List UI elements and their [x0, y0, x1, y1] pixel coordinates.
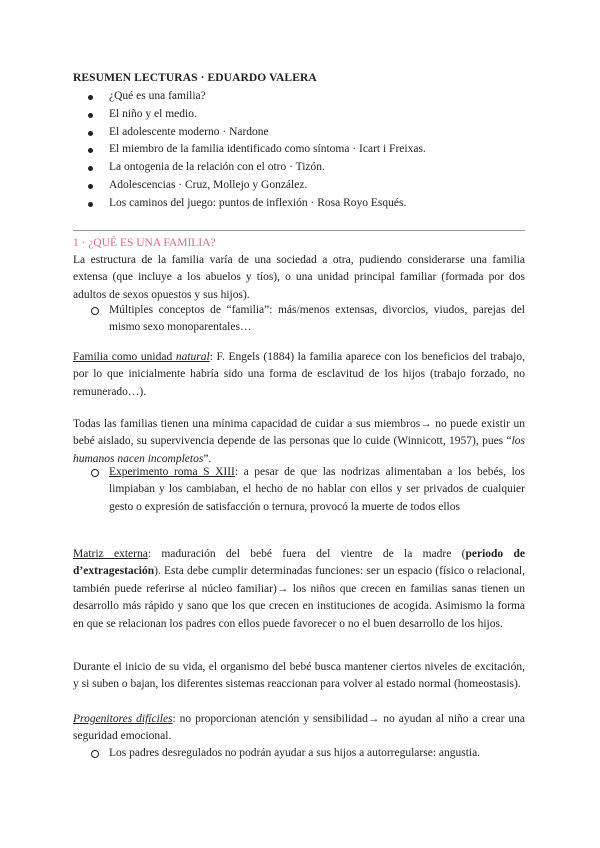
- bullet-icon: [88, 166, 93, 171]
- bullet-icon: [88, 131, 93, 136]
- toc-item: La ontogenia de la relación con el otro · Tizón.: [73, 159, 543, 177]
- bullet-icon: [88, 184, 93, 189]
- bullet-icon: [88, 95, 93, 100]
- horizontal-divider: [73, 230, 525, 231]
- paragraph-difficult-parents: Progenitores difíciles: no proporcionan atención y sensibilidad→ no ayudan al niño a crear una seguridad emocional.: [73, 713, 525, 743]
- document-title: RESUMEN LECTURAS · EDUARDO VALERA: [73, 72, 317, 84]
- sub-bullet-experiment: Experimento roma S XIII: a pesar de que las nodrizas alimentaban a los bebés, los limpiaban y los cambiaban, el hecho de no hablar con ellos y ser privados de cualquier gesto o expresión de satisfacción o ternura, provocó la muerte de todos ellos: [91, 464, 525, 516]
- circle-bullet-icon: [91, 750, 99, 758]
- section-heading: 1 · ¿QUÉ ES UNA FAMILIA?: [73, 237, 216, 249]
- table-of-contents: [73, 88, 543, 213]
- sub-bullet-dysregulated-parents: Los padres desregulados no podrán ayudar a sus hijos a autorregularse: angustia.: [91, 745, 525, 762]
- paragraph-natural-unit: Familia como unidad natural: F. Engels (1884) la familia aparece con los beneficios del trabajo, por lo que inicialmente habría sido una forma de esclavitud de los hijos (trabajo forzado, no remunerado…).: [73, 351, 525, 398]
- term-difficult-parents: Progenitores difíciles: [73, 713, 173, 725]
- paragraph-family-structure: La estructura de la familia varía de una sociedad a otra, pudiendo considerarse una familia extensa (que incluye a los abuelos y tíos), o una unidad principal familiar (formada por dos adultos de sexos opuestos y sus hijos).: [73, 254, 525, 301]
- toc-item: El adolescente moderno · Nardone: [73, 124, 543, 142]
- circle-bullet-icon: [91, 307, 99, 315]
- toc-item: El miembro de la familia identificado como síntoma · Icart i Freixas.: [73, 141, 543, 159]
- toc-item: Los caminos del juego: puntos de inflexión · Rosa Royo Esqués.: [73, 195, 543, 213]
- toc-item: Adolescencias · Cruz, Mollejo y González.: [73, 177, 543, 195]
- bullet-icon: [88, 202, 93, 207]
- circle-bullet-icon: [91, 469, 99, 477]
- term-external-matrix: Matriz externa: [73, 548, 148, 560]
- paragraph-homeostasis: Durante el inicio de su vida, el organismo del bebé busca mantener ciertos niveles de excitación, y si suben o bajan, los diferentes sistemas reaccionan para volver al estado normal (homeostasis).: [73, 661, 525, 691]
- sub-bullet-family-concepts: Múltiples conceptos de “familia”: más/menos extensas, divorcios, viudos, parejas del mismo sexo monoparentales…: [91, 302, 525, 337]
- bullet-icon: [88, 148, 93, 153]
- term-family-natural-unit: Familia como unidad natural: [73, 351, 210, 363]
- paragraph-external-matrix: Matriz externa: maduración del bebé fuera del vientre de la madre (periodo de d’extragestación). Esta debe cumplir determinadas funciones: ser un espacio (físico o relacional, también puede referirse al núcleo familiar)→ los niños que crecen en familias sanas tienen un desarrollo más rápido y sano que los que crecen en instituciones de acogida. Asimismo la forma en que se relacionan los padres con ellos puede favorecer o no el buen desarrollo de los hijos.: [73, 548, 525, 630]
- toc-item: ¿Qué es una familia?: [73, 88, 543, 106]
- term-experiment: Experimento roma S XIII: [109, 466, 235, 478]
- toc-item: El niño y el medio.: [73, 106, 543, 124]
- paragraph-care-capacity: Todas las familias tienen una mínima capacidad de cuidar a sus miembros→ no puede existir un bebé aislado, su supervivencia depende de las personas que lo cuide (Winnicott, 1957), pues “los humanos nacen incompletos”.: [73, 418, 525, 465]
- bullet-icon: [88, 113, 93, 118]
